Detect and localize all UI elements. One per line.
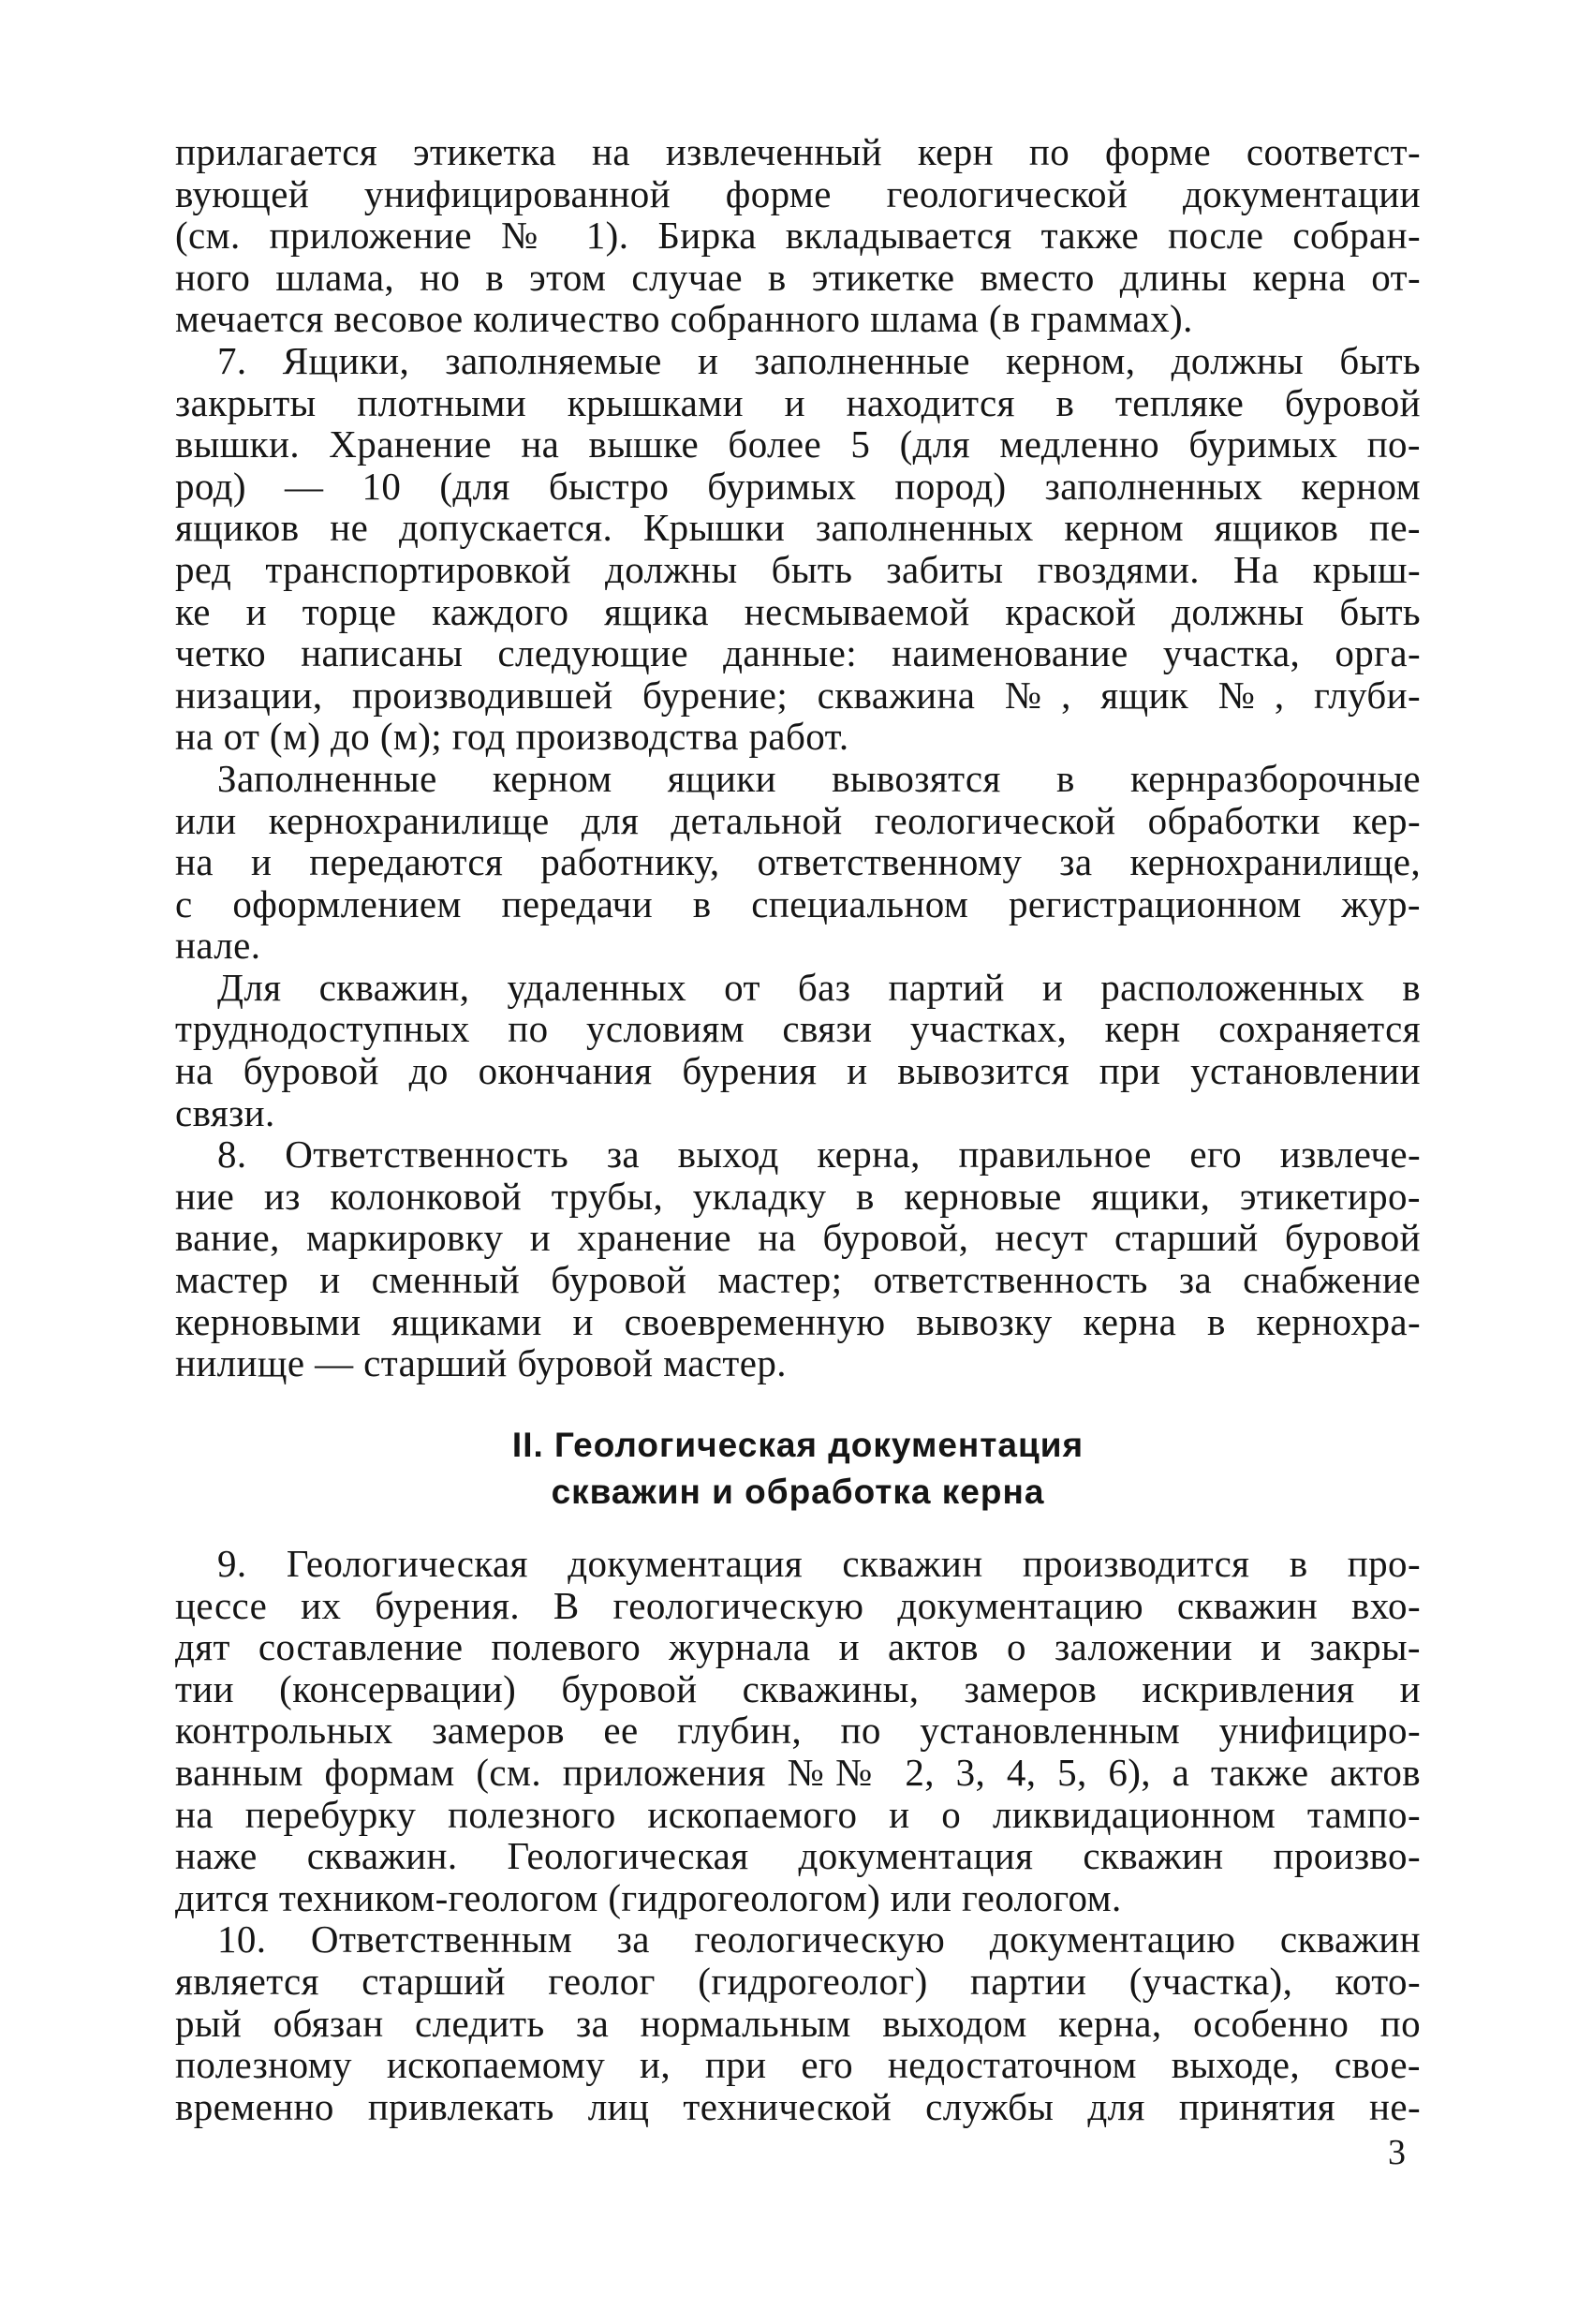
text-line: вующей унифицированной форме геологической документации: [175, 171, 1421, 215]
text-line: цессе их бурения. В геологическую документацию скважин вхо-: [175, 1583, 1421, 1627]
text-line: или кернохранилище для детальной геологической обработки кер-: [175, 798, 1421, 842]
text-line: ящиков не допускается. Крышки заполненных керном ящиков пе-: [175, 506, 1421, 550]
text-line: нале.: [175, 924, 261, 968]
text-line: на и передаются работнику, ответственному за кернохранилище,: [175, 840, 1421, 884]
paragraph-7: [175, 340, 1421, 758]
page-number: 3: [1388, 2133, 1406, 2172]
text-line: (см. приложение № 1). Бирка вкладывается также после собран-: [175, 214, 1421, 258]
text-line: 7. Ящики, заполняемые и заполненные керном, должны быть: [217, 338, 1421, 382]
text-line: дят составление полевого журнала и актов о заложении и закры-: [175, 1625, 1421, 1669]
section-2-text: [175, 1543, 1421, 2127]
text-line: мастер и сменный буровой мастер; ответственность за снабжение: [175, 1258, 1421, 1302]
text-line: Заполненные керном ящики вывозятся в кернразборочные: [217, 756, 1421, 800]
text-line: вание, маркировку и хранение на буровой, несут старший буровой: [175, 1216, 1421, 1260]
text-line: прилагается этикетка на извлеченный керн по форме соответст-: [175, 130, 1421, 173]
text-line: дится техником-геологом (гидрогеологом) или геологом.: [175, 1875, 1122, 1919]
section-1-text: [175, 131, 1421, 1384]
text-line: ванным формам (см. приложения №№ 2, 3, 4, 5, 6), а также актов: [175, 1750, 1421, 1794]
text-line: род) — 10 (для быстро буримых пород) заполненных керном: [175, 464, 1421, 508]
text-line: 9. Геологическая документация скважин производится в про-: [217, 1542, 1421, 1585]
text-line: 8. Ответственность за выход керна, правильное его извлече-: [217, 1132, 1421, 1177]
text-line: на буровой до окончания бурения и вывозится при установлении: [175, 1049, 1421, 1093]
paragraph-intro: [175, 131, 1421, 340]
paragraph-10: [175, 1918, 1421, 2127]
text-line: четко написаны следующие данные: наименование участка, орга-: [175, 631, 1421, 675]
text-line: нилище — старший буровой мастер.: [175, 1341, 787, 1385]
text-line: на от (м) до (м); год производства работ.: [175, 715, 849, 759]
text-line: 10. Ответственным за геологическую документацию скважин: [217, 1917, 1421, 1961]
text-line: вышки. Хранение на вышке более 5 (для медленно буримых по-: [175, 422, 1421, 466]
paragraph-7-storage: [175, 758, 1421, 967]
text-line: контрольных замеров ее глубин, по установленным унифициро-: [175, 1709, 1421, 1753]
text-line: Для скважин, удаленных от баз партий и расположенных в: [217, 965, 1421, 1009]
paragraph-7-remote: [175, 967, 1421, 1133]
text-line: ного шлама, но в этом случае в этикетке вместо длины керна от-: [175, 255, 1421, 299]
text-line: полезному ископаемому и, при его недостаточном выходе, свое-: [175, 2043, 1421, 2087]
text-line: мечается весовое количество собранного шлама (в граммах).: [175, 297, 1193, 341]
text-line: на перебурку полезного ископаемого и о ликвидационном тампо-: [175, 1792, 1421, 1836]
text-line: ке и торце каждого ящика несмываемой краской должны быть: [175, 589, 1421, 633]
text-line: закрыты плотными крышками и находится в тепляке буровой: [175, 380, 1421, 424]
text-line: ние из колонковой трубы, укладку в керновые ящики, этикетиро-: [175, 1174, 1421, 1218]
text-line: рый обязан следить за нормальным выходом керна, особенно по: [175, 2001, 1421, 2045]
text-line: является старший геолог (гидрогеолог) партии (участка), кото-: [175, 1959, 1421, 2003]
paragraph-8: [175, 1133, 1421, 1384]
text-line: временно привлекать лиц технической службы для принятия не-: [175, 2084, 1421, 2128]
text-line: труднодоступных по условиям связи участках, керн сохраняется: [175, 1007, 1421, 1051]
text-line: с оформлением передачи в специальном регистрационном жур-: [175, 881, 1421, 925]
text-line: наже скважин. Геологическая документация скважин произво-: [175, 1834, 1421, 1878]
heading-line: II. Геологическая документация: [511, 1426, 1084, 1464]
text-line: тии (консервации) буровой скважины, замеров искривления и: [175, 1666, 1421, 1710]
text-line: керновыми ящиками и своевременную вывозку керна в кернохра-: [175, 1299, 1421, 1343]
text-line: низации, производившей бурение; скважина №, ящик №, глуби-: [175, 673, 1421, 717]
paragraph-9: [175, 1543, 1421, 1918]
heading-line: скважин и обработка керна: [551, 1473, 1045, 1511]
section-2-heading: [175, 1422, 1421, 1516]
text-line: связи.: [175, 1090, 275, 1134]
text-line: ред транспортировкой должны быть забиты гвоздями. На крыш-: [175, 547, 1421, 591]
